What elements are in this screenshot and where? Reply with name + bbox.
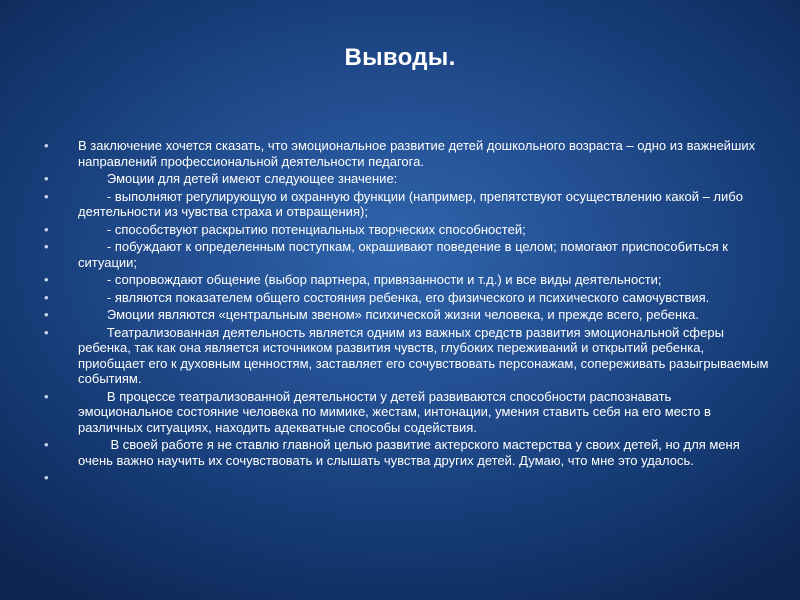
- bullet-text: [78, 470, 770, 486]
- list-item: [40, 470, 770, 486]
- bullet-icon: •: [44, 138, 49, 153]
- bullet-icon: •: [44, 388, 49, 404]
- bullet-text: Эмоции являются «центральным звеном» психической жизни человека, и прежде всего, ребенка.: [78, 307, 699, 322]
- bullet-text: Театрализованная деятельность является одним из важных средств развития эмоциональной сферы ребенка, так как она является источником развития чувств, глубоких переживаний и открытий ребенка, приобщает его к духовным ценностям, заставляет его сочувствовать персонажам, сопереживать разыгрываемым событиям.: [78, 324, 773, 386]
- bullet-icon: •: [44, 307, 49, 322]
- list-item: [40, 437, 770, 468]
- bullet-text: - способствуют раскрытию потенциальных творческих способностей;: [78, 221, 526, 237]
- list-item: [40, 189, 770, 220]
- list-item: [40, 222, 770, 238]
- bullet-icon: •: [44, 221, 49, 237]
- bullet-icon: •: [44, 437, 49, 452]
- bullet-icon: •: [44, 324, 49, 340]
- bullet-text: Эмоции для детей имеют следующее значение:: [78, 171, 398, 186]
- list-item: [40, 239, 770, 270]
- bullet-text: В процессе театрализованной деятельности у детей развиваются способности распознавать эмоциональное состояние человека по мимике, жестам, интонации, умения ставить себя на его место в различных ситуациях, находить адекватные способы содействия.: [78, 388, 715, 435]
- bullet-text: В своей работе я не ставлю главной целью развитие актерского мастерства у своих детей, но для меня очень важно научить их сочувствовать и слышать чувства других детей. Думаю, что мне это удалось.: [78, 437, 744, 468]
- bullet-text: - сопровождают общение (выбор партнера, привязанности и т.д.) и все виды деятельности;: [78, 272, 662, 287]
- bullet-icon: •: [44, 239, 49, 254]
- bullet-text: - выполняют регулирующую и охранную функции (например, препятствуют осуществлению какой – либо деятельности из чувства страха и отвращения);: [78, 188, 747, 219]
- bullet-icon: •: [44, 188, 49, 204]
- bullet-icon: •: [44, 470, 49, 485]
- list-item: [40, 171, 770, 187]
- list-item: [40, 389, 770, 436]
- slide-title: Выводы.: [344, 44, 456, 71]
- list-item: [40, 324, 773, 387]
- bullet-icon: •: [44, 289, 49, 305]
- list-item: [40, 290, 770, 306]
- bullet-text: - побуждают к определенным поступкам, окрашивают поведение в целом; помогают приспособиться к ситуации;: [78, 239, 732, 270]
- bullet-text: В заключение хочется сказать, что эмоциональное развитие детей дошкольного возраста – одно из важнейших направлений профессиональной деятельности педагога.: [78, 138, 759, 169]
- bullet-list: [40, 138, 773, 488]
- bullet-icon: •: [44, 272, 49, 287]
- list-item: [40, 307, 770, 323]
- bullet-text: - являются показателем общего состояния ребенка, его физического и психического самочувствия.: [78, 289, 710, 305]
- bullet-icon: •: [44, 171, 49, 186]
- list-item: [40, 272, 770, 288]
- list-item: [40, 138, 770, 169]
